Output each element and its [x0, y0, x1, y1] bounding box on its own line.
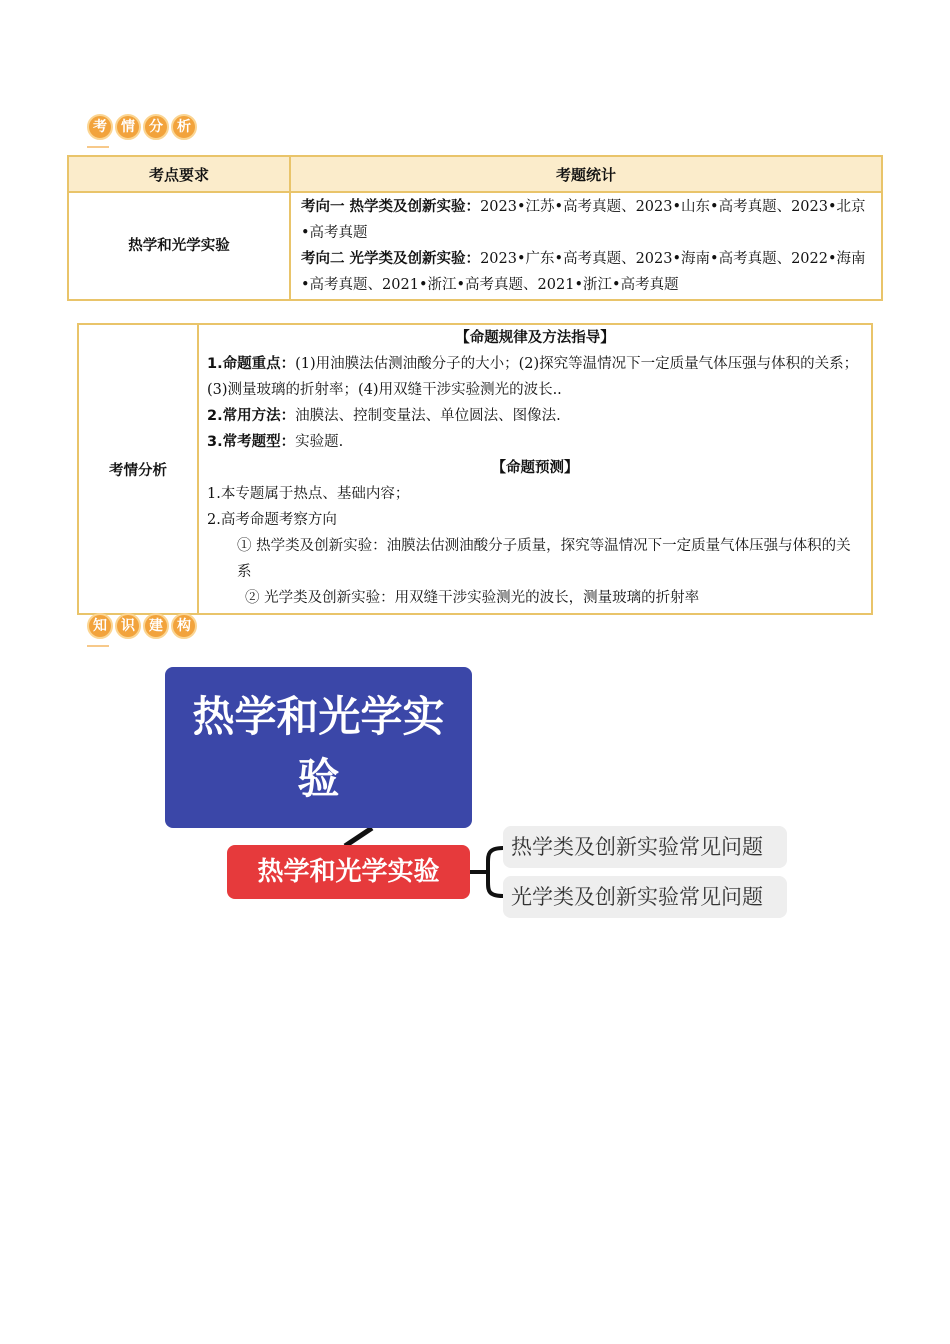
mindmap-leaf-optical: 光学类及创新实验常见问题	[503, 876, 787, 918]
point-methods-label: 2.常用方法：	[207, 408, 296, 424]
header-statistics: 考题统计	[290, 156, 882, 192]
point-focus-text: (1)用油膜法估测油酸分子的大小；(2)探究等温情况下一定质量气体压强与体积的关系；(3)测量玻璃的折射率；(4)用双缝干涉实验测光的波长..	[207, 356, 859, 398]
direction-one-label: 考向一 热学类及创新实验：	[301, 199, 481, 215]
root-topic-connector	[345, 828, 372, 846]
analysis-label: 考情分析	[78, 324, 198, 614]
mindmap-topic-node: 热学和光学实验	[227, 845, 470, 899]
topic-leaf-connector	[470, 848, 503, 896]
point-focus-label: 1.命题重点：	[207, 356, 296, 372]
point-types-label: 3.常考题型：	[207, 434, 296, 450]
header-requirement: 考点要求	[68, 156, 290, 192]
badge-char: 识	[115, 613, 141, 639]
prediction-line-1: 1.本专题属于热点、基础内容；	[207, 486, 410, 502]
prediction-line-4: ② 光学类及创新实验：用双缝干涉实验测光的波长，测量玻璃的折射率	[245, 590, 700, 606]
badge-char: 考	[87, 114, 113, 140]
badge-char: 析	[171, 114, 197, 140]
direction-two-text: 2023•广东•高考真题、2023•海南•高考真题、2022•海南•高考真题、2021•浙江•高考真题、2021•浙江•高考真题	[301, 251, 866, 293]
direction-two-label: 考向二 光学类及创新实验：	[301, 251, 481, 267]
prediction-line-3: ① 热学类及创新实验：油膜法估测油酸分子质量，探究等温情况下一定质量气体压强与体积的关系	[237, 538, 851, 580]
mindmap-leaf-thermal: 热学类及创新实验常见问题	[503, 826, 787, 868]
badge-char: 构	[171, 613, 197, 639]
mindmap-root-label: 热学和光学实验	[192, 691, 445, 803]
badge-char: 分	[143, 114, 169, 140]
prediction-title: 【命题预测】	[491, 460, 579, 476]
point-types-text: 实验题.	[295, 434, 344, 450]
badge-char: 建	[143, 613, 169, 639]
badge-char: 知	[87, 613, 113, 639]
badge-char: 情	[115, 114, 141, 140]
guidance-title: 【命题规律及方法指导】	[455, 330, 615, 346]
direction-one-text: 2023•江苏•高考真题、2023•山东•高考真题、2023•北京•高考真题	[301, 199, 866, 241]
point-methods-text: 油膜法、控制变量法、单位圆法、图像法.	[295, 408, 561, 424]
requirement-cell: 热学和光学实验	[68, 192, 290, 300]
mindmap-root-node	[165, 667, 472, 828]
prediction-line-2: 2.高考命题考察方向	[207, 512, 337, 528]
